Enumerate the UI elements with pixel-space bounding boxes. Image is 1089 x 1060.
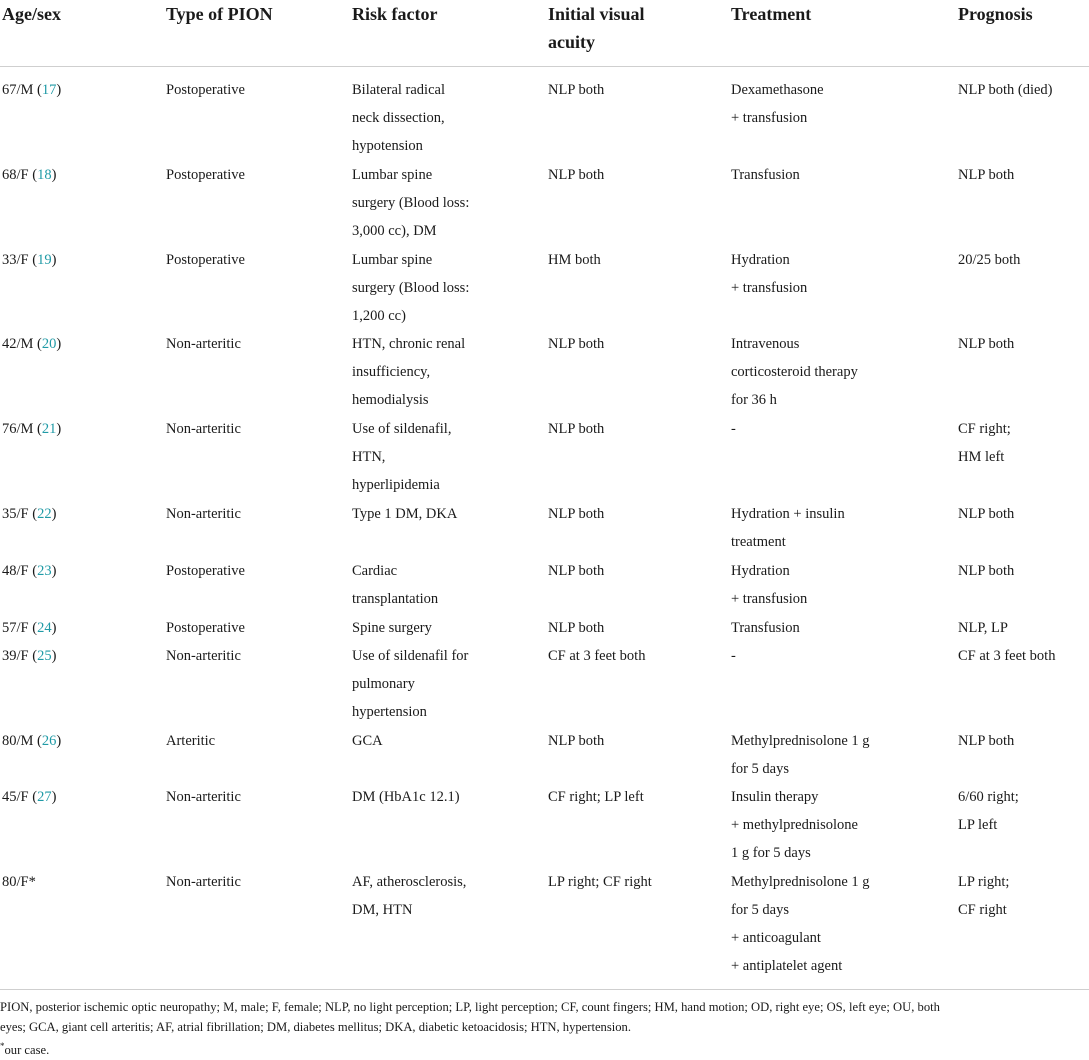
- cell-treatment: [731, 330, 858, 414]
- age-sex-text: 68/F: [2, 167, 29, 183]
- cell-type: Postoperative: [166, 563, 245, 579]
- treatment-line: 1 g for 5 days: [731, 845, 811, 861]
- cell-risk: [352, 415, 451, 499]
- treatment-line: Transfusion: [731, 620, 800, 636]
- cell-treatment: [731, 783, 858, 867]
- cell-risk: [352, 727, 383, 755]
- risk-line: pulmonary: [352, 676, 415, 692]
- risk-line: Cardiac: [352, 563, 398, 579]
- abbreviations-line-1: PION, posterior ischemic optic neuropathy; M, male; F, female; NLP, no light perception; LP, light perception; CF, count fingers; HM, hand motion; OD, right eye; OS, left eye; OU, both: [0, 1000, 940, 1014]
- reference-link[interactable]: 17: [41, 82, 57, 98]
- reference-link[interactable]: 27: [37, 789, 52, 805]
- cell-acuity: [548, 614, 604, 642]
- risk-line: Lumbar spine: [352, 252, 433, 268]
- cell-risk: [352, 614, 432, 642]
- risk-line: DM, HTN: [352, 902, 413, 918]
- cell-risk: [352, 642, 468, 726]
- cell-age-sex: 35/F (22): [2, 506, 57, 522]
- cell-treatment: [731, 76, 824, 132]
- cell-acuity: [548, 557, 604, 585]
- cell-acuity: [548, 727, 604, 755]
- prognosis-line: NLP, LP: [958, 620, 1008, 636]
- cell-risk: [352, 868, 466, 924]
- cell-treatment: [731, 415, 736, 443]
- risk-line: transplantation: [352, 591, 439, 607]
- cell-treatment: [731, 727, 870, 783]
- risk-line: AF, atherosclerosis,: [352, 874, 467, 890]
- acuity-line: CF at 3 feet both: [548, 648, 646, 664]
- acuity-line: NLP both: [548, 421, 605, 437]
- prognosis-line: 20/25 both: [958, 252, 1021, 268]
- cell-prognosis: [958, 614, 1008, 642]
- cell-prognosis: [958, 500, 1014, 528]
- cell-type: Postoperative: [166, 167, 245, 183]
- risk-line: surgery (Blood loss:: [352, 280, 470, 296]
- prognosis-line: NLP both: [958, 563, 1015, 579]
- risk-line: Use of sildenafil,: [352, 421, 452, 437]
- cell-type: Postoperative: [166, 82, 245, 98]
- risk-line: neck dissection,: [352, 110, 445, 126]
- cell-prognosis: [958, 246, 1020, 274]
- cell-acuity: [548, 500, 604, 528]
- prognosis-line: NLP both: [958, 336, 1015, 352]
- reference-link[interactable]: 20: [41, 336, 57, 352]
- treatment-line: Hydration: [731, 563, 790, 579]
- cell-prognosis: [958, 76, 1053, 104]
- prognosis-line: NLP both: [958, 506, 1015, 522]
- risk-line: hyperlipidemia: [352, 477, 440, 493]
- risk-line: surgery (Blood loss:: [352, 195, 470, 211]
- cell-treatment: [731, 868, 870, 980]
- prognosis-line: LP right;: [958, 874, 1010, 890]
- cell-type: Non-arteritic: [166, 874, 241, 890]
- treatment-line: Transfusion: [731, 167, 800, 183]
- risk-line: Type 1 DM, DKA: [352, 506, 458, 522]
- cell-age-sex: 33/F (19): [2, 252, 57, 268]
- prognosis-line: CF right: [958, 902, 1007, 918]
- treatment-line: Intravenous: [731, 336, 800, 352]
- abbreviations-line-2: eyes; GCA, giant cell arteritis; AF, atrial fibrillation; DM, diabetes mellitus; DKA, diabetic ketoacidosis; HTN, hypertension.: [0, 1019, 631, 1034]
- age-sex-text: 57/F: [2, 620, 29, 636]
- cell-type: Arteritic: [166, 733, 216, 749]
- age-sex-text: 39/F: [2, 648, 29, 664]
- cell-prognosis: [958, 727, 1014, 755]
- cell-treatment: [731, 557, 807, 613]
- reference-link[interactable]: 18: [37, 167, 52, 183]
- cell-type: Non-arteritic: [166, 648, 241, 664]
- treatment-line: Hydration: [731, 252, 790, 268]
- cell-acuity: [548, 76, 604, 104]
- header-prognosis: Prognosis: [958, 4, 1033, 24]
- treatment-line: treatment: [731, 534, 786, 550]
- cell-age-sex: 67/M (17): [2, 82, 62, 98]
- acuity-line: NLP both: [548, 733, 605, 749]
- cell-age-sex: 42/M (20): [2, 336, 62, 352]
- prognosis-line: CF at 3 feet both: [958, 648, 1056, 664]
- risk-line: insufficiency,: [352, 364, 431, 380]
- reference-link[interactable]: 26: [41, 733, 57, 749]
- cell-acuity: [548, 783, 644, 811]
- cell-age-sex: 80/M (26): [2, 733, 62, 749]
- cell-treatment: [731, 161, 800, 189]
- treatment-line: -: [731, 421, 736, 437]
- cell-risk: [352, 783, 460, 811]
- treatment-line: + antiplatelet agent: [731, 958, 843, 974]
- cell-prognosis: [958, 330, 1014, 358]
- cell-risk: [352, 76, 445, 160]
- treatment-line: for 5 days: [731, 902, 789, 918]
- cell-age-sex: 76/M (21): [2, 421, 62, 437]
- age-sex-text: 35/F: [2, 506, 29, 522]
- acuity-line: NLP both: [548, 563, 605, 579]
- cell-risk: [352, 330, 465, 414]
- cell-prognosis: [958, 642, 1055, 670]
- treatment-line: for 5 days: [731, 761, 789, 777]
- cell-acuity: [548, 868, 652, 896]
- risk-line: Bilateral radical: [352, 82, 445, 98]
- cell-acuity: [548, 161, 604, 189]
- cell-age-sex: 57/F (24): [2, 620, 57, 636]
- reference-link[interactable]: 22: [37, 506, 52, 522]
- cell-risk: [352, 557, 438, 613]
- cell-type: Postoperative: [166, 620, 245, 636]
- footnote-text: our case.: [4, 1043, 50, 1058]
- cell-type: Non-arteritic: [166, 789, 241, 805]
- cell-age-sex: [2, 868, 36, 896]
- age-sex-text: 42/M: [2, 336, 34, 352]
- header-risk: Risk factor: [352, 4, 438, 24]
- reference-link[interactable]: 24: [37, 620, 52, 636]
- header-type: Type of PION: [166, 4, 273, 24]
- cell-age-sex: 68/F (18): [2, 167, 57, 183]
- risk-line: hypertension: [352, 704, 427, 720]
- cell-acuity: [548, 642, 645, 670]
- prognosis-line: CF right;: [958, 421, 1011, 437]
- cell-type: Postoperative: [166, 252, 245, 268]
- treatment-line: Hydration + insulin: [731, 506, 845, 522]
- risk-line: DM (HbA1c 12.1): [352, 789, 460, 805]
- cell-prognosis: [958, 161, 1014, 189]
- risk-line: HTN, chronic renal: [352, 336, 466, 352]
- cell-risk: [352, 500, 457, 528]
- acuity-line: NLP both: [548, 506, 605, 522]
- age-sex-text: 67/M: [2, 82, 34, 98]
- cell-age-sex: 39/F (25): [2, 648, 57, 664]
- age-sex-text: 80/M: [2, 733, 34, 749]
- cell-risk: [352, 246, 469, 330]
- table-notes: [0, 998, 1086, 1037]
- cell-acuity: [548, 330, 604, 358]
- cell-treatment: [731, 246, 807, 302]
- age-sex-text: 76/M: [2, 421, 34, 437]
- prognosis-line: NLP both (died): [958, 82, 1053, 98]
- cell-treatment: [731, 500, 845, 556]
- risk-line: Lumbar spine: [352, 167, 433, 183]
- header-acuity: Initial visual acuity: [548, 4, 645, 52]
- age-sex-text: 48/F: [2, 563, 29, 579]
- cell-type: Non-arteritic: [166, 336, 241, 352]
- reference-link[interactable]: 25: [37, 648, 52, 664]
- header-treatment: Treatment: [731, 4, 812, 24]
- cell-type: Non-arteritic: [166, 421, 241, 437]
- treatment-line: + transfusion: [731, 591, 808, 607]
- treatment-line: + methylprednisolone: [731, 817, 858, 833]
- prognosis-line: LP left: [958, 817, 998, 833]
- cell-treatment: [731, 642, 736, 670]
- acuity-line: NLP both: [548, 82, 605, 98]
- table-header: [0, 0, 1089, 67]
- header-age-sex: Age/sex: [2, 4, 61, 24]
- age-sex-text: 80/F*: [2, 874, 36, 890]
- cell-treatment: [731, 614, 800, 642]
- reference-link[interactable]: 19: [37, 252, 52, 268]
- cell-acuity: [548, 246, 601, 274]
- reference-link[interactable]: 23: [37, 563, 52, 579]
- prognosis-line: NLP both: [958, 733, 1015, 749]
- treatment-line: + transfusion: [731, 110, 808, 126]
- treatment-line: -: [731, 648, 736, 664]
- treatment-line: + anticoagulant: [731, 930, 821, 946]
- acuity-line: NLP both: [548, 620, 605, 636]
- treatment-line: Methylprednisolone 1 g: [731, 733, 870, 749]
- cell-prognosis: [958, 868, 1009, 924]
- treatment-line: Methylprednisolone 1 g: [731, 874, 870, 890]
- acuity-line: HM both: [548, 252, 601, 268]
- cell-prognosis: [958, 557, 1014, 585]
- cell-acuity: [548, 415, 604, 443]
- cell-age-sex: 45/F (27): [2, 789, 57, 805]
- cell-prognosis: [958, 415, 1011, 471]
- risk-line: hypotension: [352, 138, 423, 154]
- treatment-line: for 36 h: [731, 392, 777, 408]
- acuity-line: CF right; LP left: [548, 789, 644, 805]
- reference-link[interactable]: 21: [41, 421, 57, 437]
- risk-line: Spine surgery: [352, 620, 432, 636]
- risk-line: Use of sildenafil for: [352, 648, 469, 664]
- treatment-line: Insulin therapy: [731, 789, 819, 805]
- prognosis-line: HM left: [958, 449, 1005, 465]
- cell-type: Non-arteritic: [166, 506, 241, 522]
- risk-line: hemodialysis: [352, 392, 429, 408]
- risk-line: 1,200 cc): [352, 308, 406, 324]
- prognosis-line: NLP both: [958, 167, 1015, 183]
- acuity-line: NLP both: [548, 336, 605, 352]
- treatment-line: corticosteroid therapy: [731, 364, 858, 380]
- age-sex-text: 45/F: [2, 789, 29, 805]
- acuity-line: LP right; CF right: [548, 874, 652, 890]
- footnote-mark: *: [0, 1041, 5, 1051]
- cell-prognosis: [958, 783, 1019, 839]
- table-bottom-rule: [0, 989, 1089, 990]
- cell-age-sex: 48/F (23): [2, 563, 57, 579]
- prognosis-line: 6/60 right;: [958, 789, 1019, 805]
- risk-line: GCA: [352, 733, 383, 749]
- cell-risk: [352, 161, 469, 245]
- acuity-line: NLP both: [548, 167, 605, 183]
- age-sex-text: 33/F: [2, 252, 29, 268]
- treatment-line: + transfusion: [731, 280, 808, 296]
- risk-line: HTN,: [352, 449, 386, 465]
- treatment-line: Dexamethasone: [731, 82, 824, 98]
- risk-line: 3,000 cc), DM: [352, 223, 437, 239]
